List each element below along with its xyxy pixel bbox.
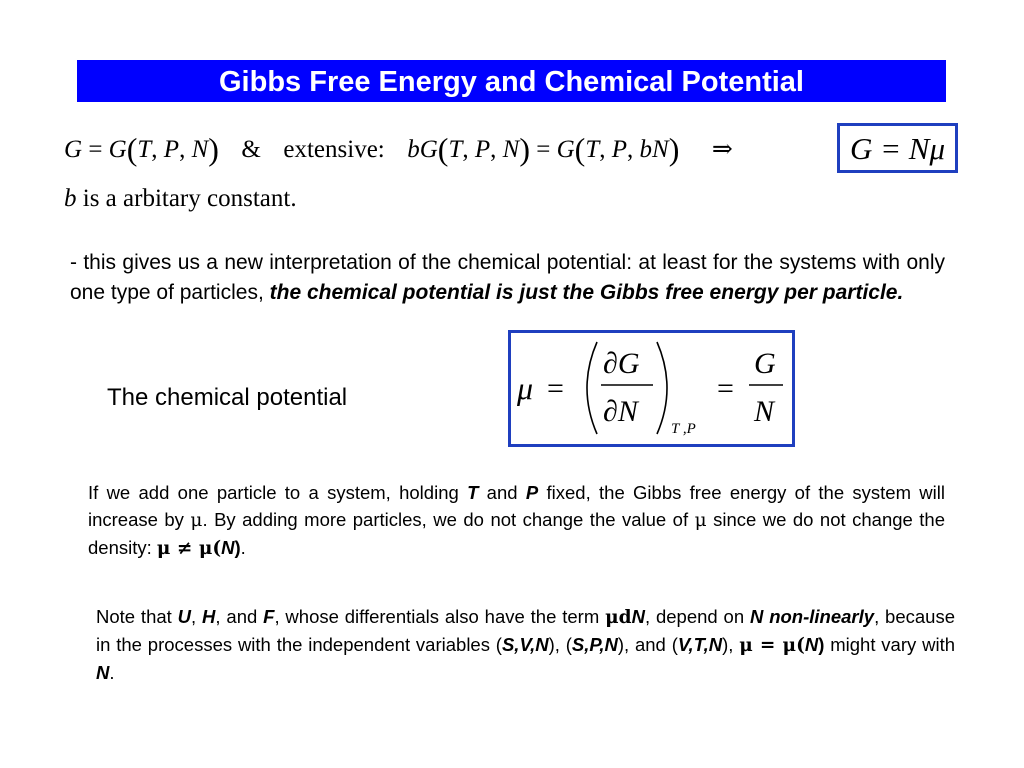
eq-g-function: G	[108, 136, 127, 163]
p3-var-h: H	[202, 606, 216, 627]
eq-var-n-2: N	[502, 136, 520, 163]
gibbs-extensivity-equation: G = G(T, P, N) & extensive: bG(T, P, N) = G(T, P, bN) ⇒	[64, 131, 733, 167]
b-note-text: is a arbitary constant.	[76, 185, 297, 212]
eq-var-t-2: T	[448, 136, 463, 163]
eq-var-p: P	[163, 136, 180, 163]
p2-text-5: since we do not change the density:	[88, 509, 945, 558]
p3-var-n-1: N	[631, 606, 645, 627]
formula-partial-g: ∂G	[603, 347, 640, 380]
formula-partial-n: ∂N	[603, 395, 638, 428]
p3-comma-2: , and	[215, 606, 264, 627]
p3-text-5: ), (	[548, 634, 572, 655]
formula-mu: μ	[517, 370, 534, 406]
p3-close-paren: )	[818, 634, 825, 655]
p2-var-n: N	[221, 537, 235, 558]
eq-var-t-3: T	[585, 136, 600, 163]
formula-left-paren	[587, 342, 597, 434]
p3-mu-d: μd	[605, 607, 632, 628]
p3-vtn: V,T,N	[677, 634, 723, 655]
adding-particle-paragraph	[88, 479, 945, 562]
formula-g: G	[754, 347, 776, 380]
slide-title: Gibbs Free Energy and Chemical Potential	[77, 60, 946, 102]
b-constant-note	[64, 185, 297, 213]
p3-text-2: , whose differentials also have the term	[274, 606, 606, 627]
p3-var-n-3: N	[96, 662, 110, 683]
chemical-potential-label: The chemical potential	[107, 384, 348, 411]
formula-right-paren	[657, 342, 667, 434]
p3-end: .	[109, 662, 115, 683]
p3-spn: S,P,N	[571, 634, 618, 655]
p3-text-8: might vary with	[824, 634, 955, 655]
interpretation-paragraph	[70, 248, 945, 308]
p2-close-paren: )	[234, 537, 241, 558]
p2-mu-1: μ	[190, 510, 203, 531]
p3-var-u: U	[177, 606, 192, 627]
implies-arrow: ⇒	[711, 134, 733, 163]
p2-text-3: fixed, the Gibbs free energy of the system will increase by	[88, 482, 945, 530]
chemical-potential-formula-box	[508, 330, 795, 447]
p3-nonlinearly: N non-linearly	[749, 606, 875, 627]
eq-var-p-3: P	[611, 136, 627, 163]
p3-mu-relation: μ = μ(	[739, 635, 805, 656]
p3-text-3: , depend on	[644, 606, 750, 627]
p3-svn: S,V,N	[501, 634, 549, 655]
eq-equals: =	[88, 136, 103, 163]
formula-equals-1: =	[547, 372, 564, 405]
nonlinear-note-paragraph	[96, 603, 955, 686]
p3-var-f: F	[263, 606, 275, 627]
p3-text-6: ), and (	[617, 634, 678, 655]
eq-lhs-g: G	[64, 136, 83, 163]
p2-text-1: If we add one particle to a system, holding	[88, 482, 468, 503]
eq-bg: bG	[407, 136, 438, 163]
eq-var-t: T	[137, 136, 152, 163]
p3-text-7: ),	[722, 634, 740, 655]
formula-equals-2: =	[717, 372, 734, 405]
extensive-label: extensive:	[283, 136, 385, 163]
formula-subscript-tp: T ,P	[671, 421, 696, 437]
boxed-g-equals-n-mu: G = Nμ	[837, 123, 958, 173]
b-symbol: b	[64, 185, 77, 212]
interpretation-emphasis: the chemical potential is just the Gibbs free energy per particle.	[269, 281, 904, 304]
eq-var-n: N	[191, 136, 209, 163]
eq-equals-2: =	[536, 136, 551, 163]
p2-var-t: T	[467, 482, 479, 503]
chemical-potential-formula	[511, 333, 792, 444]
p2-end: .	[240, 537, 246, 558]
formula-n: N	[754, 395, 775, 428]
eq-g-function-2: G	[556, 136, 575, 163]
eq-var-bn: bN	[639, 136, 669, 163]
p2-var-p: P	[525, 482, 539, 503]
p2-mu-relation: μ ≠ μ(	[156, 538, 222, 559]
p2-text-2: and	[478, 482, 526, 503]
eq-var-p-2: P	[474, 136, 491, 163]
p3-comma-1: ,	[191, 606, 203, 627]
p3-text-4: , because in the processes with the independent variables (	[96, 606, 956, 655]
interpretation-text: - this gives us a new interpretation of the chemical potential: at least for the systems with only one type of particles,	[70, 251, 945, 304]
p2-text-4: . By adding more particles, we do not change the value of	[202, 509, 695, 530]
p3-var-n-2: N	[804, 634, 819, 655]
eq-ampersand: &	[241, 136, 261, 163]
p3-text-1: Note that	[96, 606, 178, 627]
p2-mu-2: μ	[694, 510, 707, 531]
